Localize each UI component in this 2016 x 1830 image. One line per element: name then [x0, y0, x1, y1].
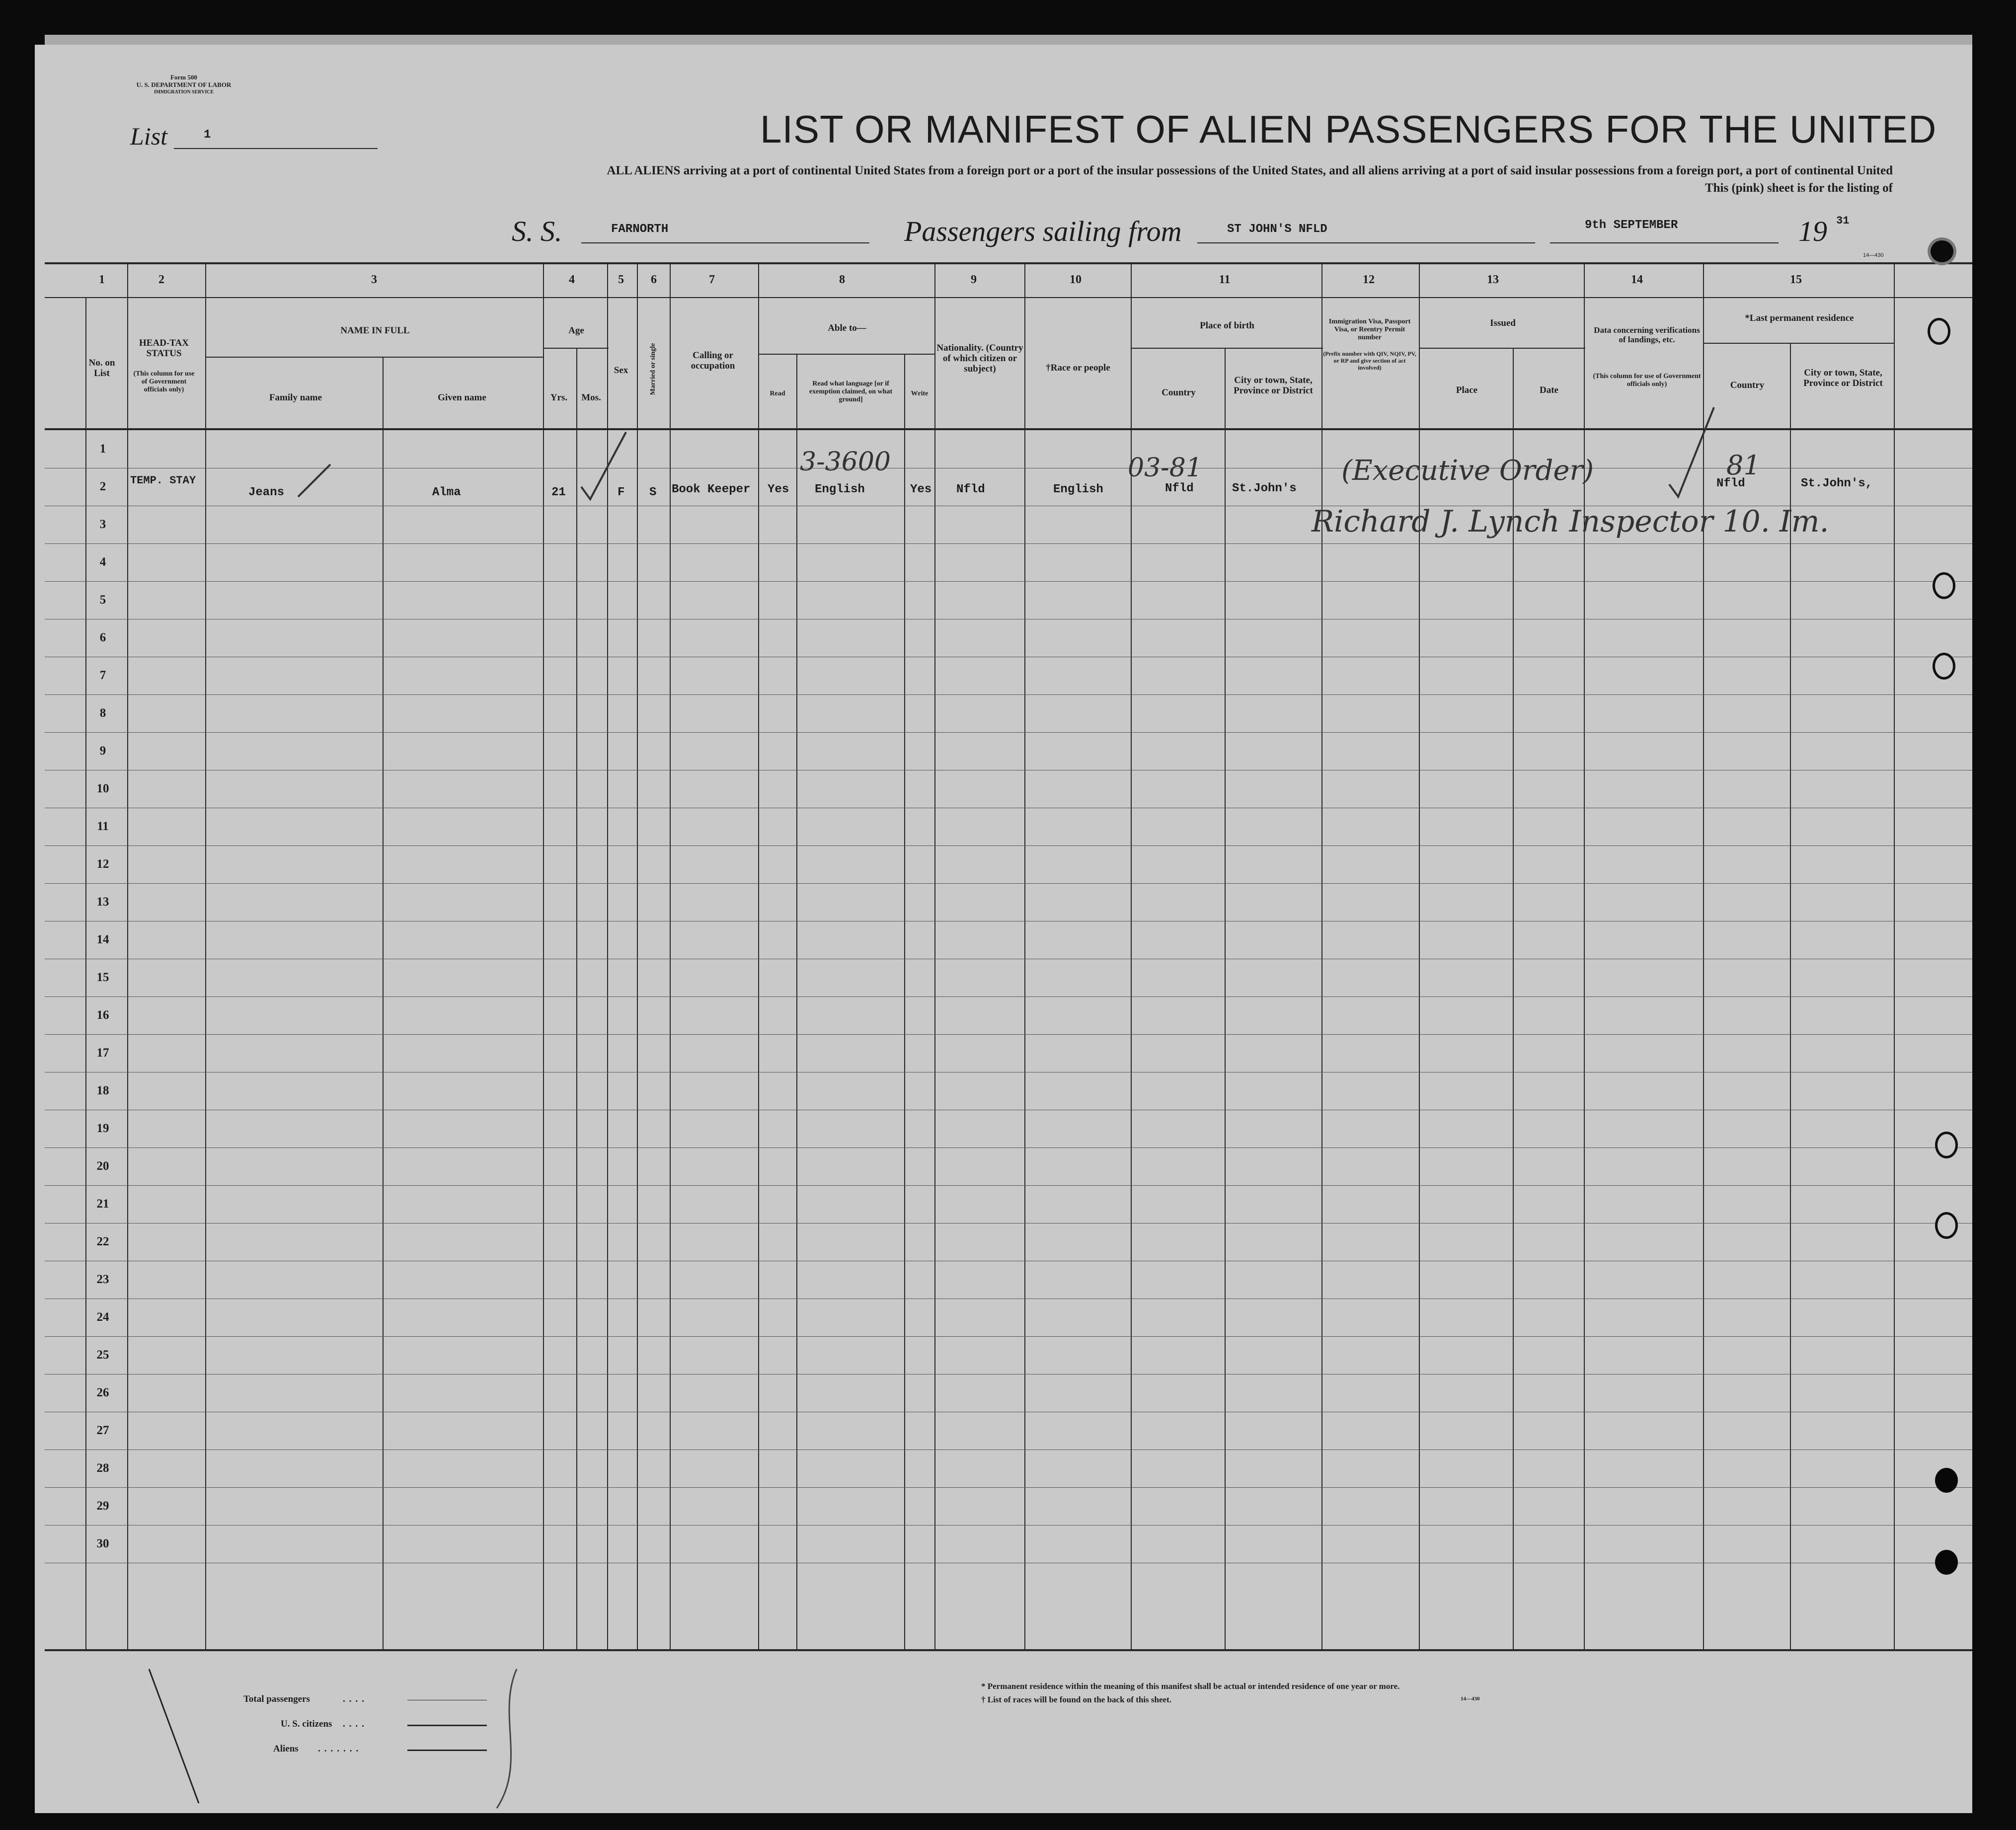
header-last-residence: *Last permanent residence: [1745, 313, 1854, 323]
header-age: Age: [568, 325, 584, 336]
pen-tick-family: [298, 464, 330, 497]
col-num-6: 6: [651, 273, 657, 286]
binder-hole: [1933, 653, 1955, 680]
col-num-11: 11: [1219, 273, 1231, 286]
row-number: 5: [99, 593, 106, 607]
header-visa: Immigration Visa, Passport Visa, or Reentry Permit number: [1328, 318, 1411, 341]
header-issued-date: Date: [1540, 385, 1558, 395]
row-number: 9: [99, 744, 106, 758]
footer-aliens-line: [407, 1750, 487, 1751]
row-number: 1: [99, 442, 106, 456]
header-read: Read: [770, 390, 785, 397]
handwritten-inspector-signature: Richard J. Lynch Inspector 10. Im.: [1312, 504, 1829, 539]
header-issued-place: Place: [1456, 385, 1478, 395]
entry-race: English: [1053, 483, 1103, 496]
footer-citizens-line: [407, 1725, 487, 1726]
binder-hole: [1935, 1212, 1958, 1239]
footnote-permanent-residence: * Permanent residence within the meaning of this manifest shall be actual or intended residence of one year or more.: [981, 1681, 1400, 1691]
sailing-date: 9th SEPTEMBER: [1585, 219, 1678, 232]
row-number: 3: [99, 518, 106, 531]
header-yrs: Yrs.: [550, 392, 568, 403]
row-number: 18: [96, 1084, 109, 1097]
row-number: 27: [96, 1424, 109, 1437]
col-num-13: 13: [1487, 273, 1499, 286]
col-num-14: 14: [1631, 273, 1643, 286]
entry-head-tax: TEMP. STAY: [130, 474, 196, 487]
col-num-10: 10: [1070, 273, 1082, 286]
header-mos: Mos.: [581, 392, 601, 403]
list-label: List: [130, 122, 168, 150]
year-prefix: 19: [1798, 215, 1827, 247]
header-birth-city: City or town, State, Province or District: [1234, 375, 1313, 396]
col-num-7: 7: [709, 273, 715, 286]
manifest-title: LIST OR MANIFEST OF ALIEN PASSENGERS FOR THE UNITED: [760, 107, 1937, 151]
row-number: 10: [96, 782, 109, 795]
header-family-name: Family name: [269, 392, 322, 403]
binder-hole: [1933, 572, 1955, 599]
service-name: IMMIGRATION SERVICE: [154, 89, 214, 95]
footer-dots: ....: [343, 1719, 368, 1729]
entry-marital: S: [649, 486, 657, 499]
col-num-15: 15: [1790, 273, 1802, 286]
header-res-city: City or town, State, Province or District: [1803, 368, 1883, 388]
row-number: 24: [96, 1310, 109, 1324]
entry-res-country: Nfld: [1716, 477, 1745, 490]
corner-code: 14—430: [1863, 252, 1884, 258]
col-num-9: 9: [971, 273, 977, 286]
paper-tear-line: [497, 1669, 517, 1808]
row-number: 4: [99, 555, 106, 569]
header-no-on-list: No. on List: [88, 358, 115, 379]
row-number: 15: [96, 971, 109, 984]
col-num-2: 2: [158, 273, 164, 286]
footer-code: 14—430: [1461, 1696, 1480, 1702]
row-number: 2: [99, 480, 106, 493]
header-head-tax-note: (This column for use of Government officials only): [133, 370, 195, 393]
col-num-12: 12: [1363, 273, 1375, 286]
row-number: 7: [99, 669, 106, 682]
row-number: 11: [97, 820, 109, 833]
row-number: 12: [96, 857, 109, 871]
entry-nationality: Nfld: [956, 483, 985, 496]
footer-aliens: Aliens: [273, 1744, 299, 1754]
pen-check-data: [1669, 407, 1714, 497]
col-num-1: 1: [99, 273, 105, 286]
pen-check-age: [581, 432, 626, 499]
row-number: 8: [99, 706, 106, 720]
department-name: U. S. DEPARTMENT OF LABOR: [136, 81, 232, 88]
header-race: †Race or people: [1046, 363, 1110, 373]
entry-read: Yes: [768, 483, 789, 496]
list-number: 1: [204, 128, 211, 142]
header-name-in-full: NAME IN FULL: [340, 325, 410, 336]
col-num-8: 8: [839, 273, 845, 286]
header-head-tax: HEAD-TAX STATUS: [139, 338, 189, 359]
row-number: 21: [96, 1197, 109, 1211]
header-data-concerning: Data concerning verifications of landings, etc.: [1594, 325, 1700, 344]
ss-label: S. S.: [512, 215, 562, 247]
header-married: Married or single: [649, 343, 657, 395]
header-visa-note: (Prefix number with QIV, NQIV, PV, or RP and give section of act involved): [1323, 350, 1416, 371]
row-number: 20: [96, 1159, 109, 1173]
handwritten-residence-mark: 81: [1726, 450, 1761, 481]
row-number: 19: [96, 1122, 109, 1135]
entry-given-name: Alma: [432, 486, 461, 499]
header-calling: Calling or occupation: [691, 350, 735, 371]
entry-age-yrs: 21: [551, 486, 566, 499]
entry-write: Yes: [910, 483, 932, 496]
row-number: 13: [96, 895, 109, 909]
footer-dots: .......: [318, 1744, 363, 1754]
handwritten-3-3600: 3-3600: [800, 447, 891, 477]
footer-total-passengers: Total passengers: [243, 1694, 310, 1704]
row-number: 25: [96, 1348, 109, 1362]
binder-hole: [1935, 1468, 1958, 1493]
handwritten-03-81: 03-81: [1128, 453, 1202, 483]
sailing-label: Passengers sailing from: [904, 215, 1182, 247]
handwritten-executive-order: (Executive Order): [1341, 455, 1594, 487]
header-res-country: Country: [1730, 380, 1765, 390]
ship-name: FARNORTH: [611, 223, 669, 236]
footer-us-citizens: U. S. citizens: [281, 1719, 332, 1729]
row-number: 23: [96, 1273, 109, 1286]
binder-hole: [1935, 1550, 1958, 1575]
entry-birth-country: Nfld: [1165, 482, 1194, 495]
header-birth-country: Country: [1162, 387, 1196, 398]
row-number: 29: [96, 1499, 109, 1513]
entry-family-name: Jeans: [248, 486, 285, 499]
col-num-4: 4: [569, 273, 575, 286]
binder-hole: [1935, 1132, 1958, 1158]
entry-occupation: Book Keeper: [672, 483, 751, 496]
footer-dots: ....: [343, 1694, 368, 1704]
entry-sex: F: [618, 486, 625, 499]
header-read-language: Read what language [or if exemption claimed, on what ground]: [809, 380, 893, 403]
binder-hole: [1928, 237, 1956, 265]
row-number: 17: [96, 1046, 109, 1060]
header-issued: Issued: [1490, 318, 1516, 328]
intro-line-2: This (pink) sheet is for the listing of: [1705, 181, 1893, 195]
row-number: 14: [96, 933, 109, 946]
footnote-races: † List of races will be found on the back of this sheet.: [981, 1695, 1171, 1704]
header-sex: Sex: [614, 365, 628, 376]
row-number: 30: [96, 1537, 109, 1550]
row-number: 16: [96, 1008, 109, 1022]
binder-hole: [1928, 318, 1950, 345]
departure-port: ST JOHN'S NFLD: [1227, 223, 1327, 236]
col-num-3: 3: [371, 273, 377, 286]
header-write: Write: [911, 390, 929, 397]
entry-language: English: [815, 483, 865, 496]
entry-birth-city: St.John's: [1232, 482, 1297, 495]
header-data-note: (This column for use of Government officials only): [1593, 373, 1701, 388]
header-place-of-birth: Place of birth: [1200, 320, 1254, 331]
header-given-name: Given name: [438, 392, 486, 403]
header-able-to: Able to—: [828, 323, 866, 333]
col-num-5: 5: [618, 273, 624, 286]
row-number: 26: [96, 1386, 109, 1399]
entry-res-city: St.John's,: [1801, 477, 1873, 490]
form-number: Form 500: [170, 74, 197, 81]
row-number: 28: [96, 1461, 109, 1475]
intro-line-1: ALL ALIENS arriving at a port of continental United States from a foreign port or a port of the insular possessions of the United States, and all aliens arriving at a port of said insular possessions from a foreign port, a port of continental United: [607, 164, 1893, 177]
year-suffix: 31: [1836, 215, 1850, 227]
row-number: 22: [96, 1235, 109, 1248]
pen-stroke-bottom: [149, 1669, 199, 1803]
row-number: 6: [99, 631, 106, 644]
header-nationality: Nationality. (Country of which citizen or subject): [936, 343, 1023, 374]
